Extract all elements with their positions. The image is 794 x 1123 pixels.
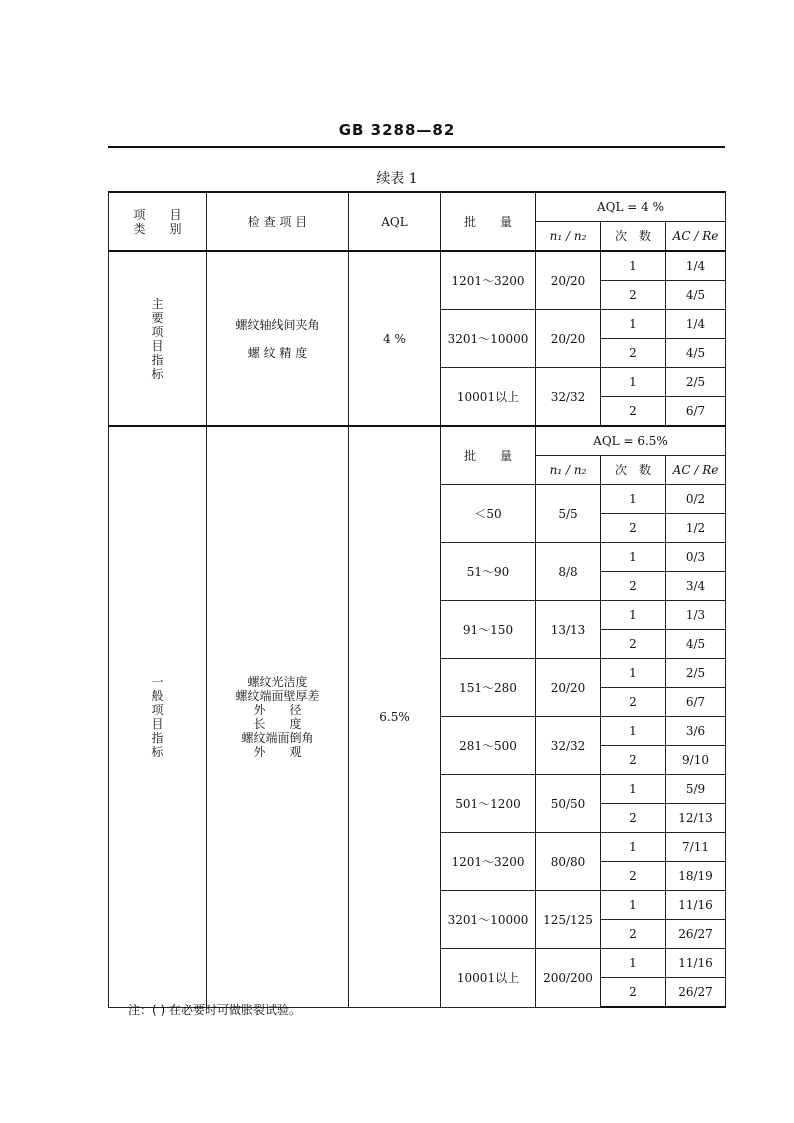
sample-cell: 50/50: [536, 775, 601, 833]
table-row: [109, 192, 726, 222]
sample-cell: 20/20: [536, 251, 601, 310]
acre-cell: 4/5: [666, 281, 726, 310]
acre-cell: 4/5: [666, 339, 726, 368]
batch-cell: 151～280: [441, 659, 536, 717]
times-cell: 2: [601, 630, 666, 659]
batch-cell: ＜50: [441, 485, 536, 543]
general-aql: 6.5%: [349, 426, 441, 1007]
acre-cell: 11/16: [666, 891, 726, 920]
header-aql: AQL: [349, 192, 441, 251]
times-cell: 1: [601, 891, 666, 920]
acre-cell: 0/2: [666, 485, 726, 514]
times-cell: 1: [601, 659, 666, 688]
header-aql-6-5: AQL = 6.5%: [536, 426, 726, 456]
acre-cell: 1/4: [666, 251, 726, 281]
times-cell: 1: [601, 833, 666, 862]
acre-cell: 26/27: [666, 978, 726, 1008]
batch-cell: 501～1200: [441, 775, 536, 833]
header-times: 次 数: [601, 456, 666, 485]
times-cell: 2: [601, 804, 666, 833]
acre-cell: 2/5: [666, 368, 726, 397]
batch-cell: 1201～3200: [441, 833, 536, 891]
acre-cell: 6/7: [666, 397, 726, 427]
header-sample: n₁ / n₂: [536, 222, 601, 252]
acre-cell: 1/2: [666, 514, 726, 543]
times-cell: 2: [601, 746, 666, 775]
sample-cell: 8/8: [536, 543, 601, 601]
batch-cell: 91～150: [441, 601, 536, 659]
times-cell: 2: [601, 978, 666, 1008]
acre-cell: 5/9: [666, 775, 726, 804]
major-category: 主 要 项 目 指 标: [109, 251, 207, 426]
sample-cell: 13/13: [536, 601, 601, 659]
batch-cell: 10001以上: [441, 368, 536, 427]
table-row: [109, 251, 726, 281]
header-inspection-item: 检 查 项 目: [207, 192, 349, 251]
times-cell: 1: [601, 251, 666, 281]
times-cell: 1: [601, 949, 666, 978]
times-cell: 2: [601, 339, 666, 368]
acre-cell: 2/5: [666, 659, 726, 688]
acre-cell: 26/27: [666, 920, 726, 949]
batch-cell: 10001以上: [441, 949, 536, 1008]
general-category: 一 般 项 目 指 标: [109, 426, 207, 1007]
times-cell: 2: [601, 281, 666, 310]
sample-cell: 20/20: [536, 659, 601, 717]
header-times: 次 数: [601, 222, 666, 252]
batch-cell: 51～90: [441, 543, 536, 601]
times-cell: 1: [601, 310, 666, 339]
times-cell: 1: [601, 717, 666, 746]
sample-cell: 20/20: [536, 310, 601, 368]
times-cell: 1: [601, 485, 666, 514]
sample-cell: 125/125: [536, 891, 601, 949]
header-batch: 批 量: [441, 426, 536, 485]
acre-cell: 3/6: [666, 717, 726, 746]
times-cell: 1: [601, 368, 666, 397]
sample-cell: 32/32: [536, 368, 601, 427]
table-title: 续表 1: [376, 171, 418, 187]
sampling-table: [108, 191, 726, 1008]
header-acre: AC / Re: [666, 222, 726, 252]
times-cell: 1: [601, 601, 666, 630]
acre-cell: 6/7: [666, 688, 726, 717]
times-cell: 1: [601, 775, 666, 804]
acre-cell: 4/5: [666, 630, 726, 659]
acre-cell: 1/4: [666, 310, 726, 339]
header-acre: AC / Re: [666, 456, 726, 485]
batch-cell: 3201～10000: [441, 310, 536, 368]
acre-cell: 12/13: [666, 804, 726, 833]
header-rule: [108, 146, 725, 148]
footnote: 注：( ) 在必要时可做胀裂试验。: [128, 1003, 301, 1017]
acre-cell: 3/4: [666, 572, 726, 601]
acre-cell: 9/10: [666, 746, 726, 775]
sample-cell: 5/5: [536, 485, 601, 543]
acre-cell: 7/11: [666, 833, 726, 862]
acre-cell: 1/3: [666, 601, 726, 630]
times-cell: 2: [601, 688, 666, 717]
sample-cell: 32/32: [536, 717, 601, 775]
header-sample: n₁ / n₂: [536, 456, 601, 485]
header-category: 项 目 类 别: [109, 192, 207, 251]
times-cell: 1: [601, 543, 666, 572]
sample-cell: 80/80: [536, 833, 601, 891]
times-cell: 2: [601, 920, 666, 949]
times-cell: 2: [601, 397, 666, 427]
acre-cell: 11/16: [666, 949, 726, 978]
acre-cell: 18/19: [666, 862, 726, 891]
sample-cell: 200/200: [536, 949, 601, 1008]
batch-cell: 1201～3200: [441, 251, 536, 310]
times-cell: 2: [601, 572, 666, 601]
major-items: 螺纹轴线间夹角 螺 纹 精 度: [207, 251, 349, 426]
standard-code: GB 3288—82: [338, 121, 456, 139]
header-aql-4: AQL = 4 %: [536, 192, 726, 222]
table-row: [109, 426, 726, 456]
major-aql: 4 %: [349, 251, 441, 426]
times-cell: 2: [601, 862, 666, 891]
header-batch: 批 量: [441, 192, 536, 251]
acre-cell: 0/3: [666, 543, 726, 572]
batch-cell: 281～500: [441, 717, 536, 775]
times-cell: 2: [601, 514, 666, 543]
general-items: 螺纹光洁度 螺纹端面壁厚差 外 径 长 度 螺纹端面倒角 外 观: [207, 426, 349, 1007]
batch-cell: 3201～10000: [441, 891, 536, 949]
